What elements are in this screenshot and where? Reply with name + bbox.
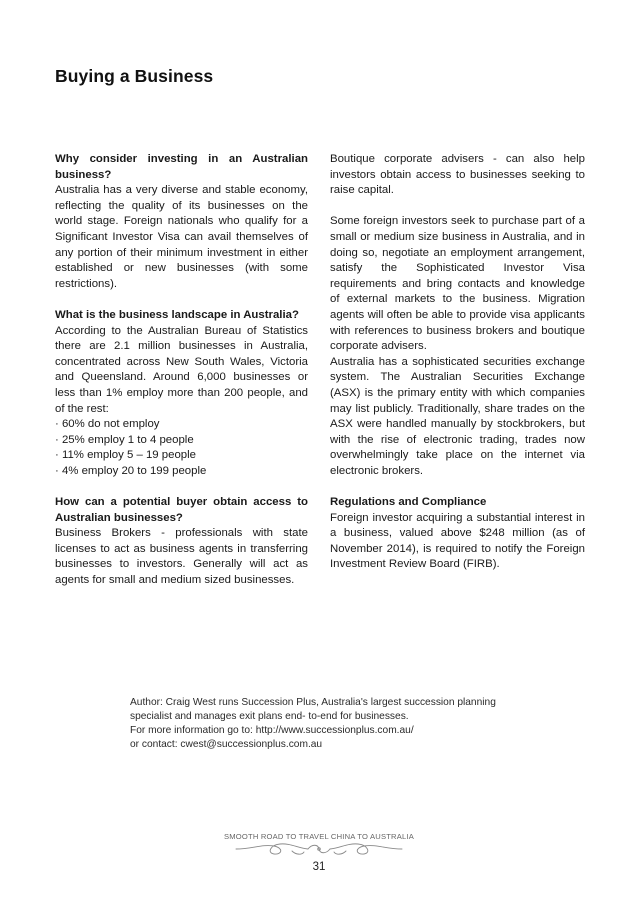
author-line: specialist and manages exit plans end- to-end for businesses.: [130, 711, 409, 722]
list-item: · 60% do not employ: [55, 418, 160, 431]
heading-business-landscape: What is the business landscape in Australia?: [55, 308, 299, 321]
left-column: [55, 152, 308, 589]
page-title: Buying a Business: [55, 66, 214, 86]
list-item: · 25% employ 1 to 4 people: [55, 433, 194, 446]
paragraph-boutique-advisers: Boutique corporate advisers - can also help investors obtain access to businesses seeking to raise capital.: [330, 153, 585, 197]
author-note: [130, 696, 530, 752]
footer-tagline: SMOOTH ROAD TO TRAVEL CHINA TO AUSTRALIA: [223, 832, 414, 841]
page-number: 31: [312, 861, 326, 873]
paragraph-firb: Foreign investor acquiring a substantial interest in a business, valued above $248 million (as of November 2014), is required to notify the Foreign Investment Review Board (FIRB).: [330, 511, 585, 571]
flourish-ornament-icon: [232, 840, 406, 858]
paragraph-partial-purchase: Some foreign investors seek to purchase part of a small or medium size business in Australia, and in doing so, negotiate an employment arrangement, satisfy the Sophisticated Investor Visa requirements and bring contacts and knowledge of external markets to the business. Migration agents will often be able to provide visa applicants with references to business brokers and boutique corporate advisers.: [330, 215, 585, 353]
paragraph-securities-exchange: Australia has a sophisticated securities exchange system. The Australian Securities Exchange (ASX) is the primary entity with which companies may list publicly. Traditionally, share trades on the ASX were handled manually by stockbrokers, but with the rise of electronic trading, trades now overwhelmingly take place on the internet via electronic brokers.: [330, 355, 585, 477]
employment-stats-list: [55, 417, 308, 479]
author-website-line: For more information go to: http://www.successionplus.com.au/: [130, 725, 414, 736]
paragraph-business-brokers: Business Brokers - professionals with state licenses to act as business agents in transferring businesses to investors. Generally will act as agents for small and medium sized businesses.: [55, 527, 308, 587]
author-line: Author: Craig West runs Succession Plus, Australia's largest succession planning: [130, 697, 496, 708]
author-contact-line: or contact: cwest@successionplus.com.au: [130, 739, 323, 750]
heading-regulations: Regulations and Compliance: [330, 496, 487, 509]
heading-why-invest: Why consider investing in an Australian business?: [55, 153, 308, 181]
paragraph-business-landscape: According to the Australian Bureau of Statistics there are 2.1 million businesses in Australia, concentrated across New South Wales, Victoria and Queensland. Around 6,000 businesses or less than 1% employ more than 200 people, and of the rest:: [55, 324, 308, 415]
list-item: · 4% employ 20 to 199 people: [55, 464, 207, 477]
list-item: · 11% employ 5 – 19 people: [55, 449, 196, 462]
heading-buyer-access: How can a potential buyer obtain access to Australian businesses?: [55, 496, 308, 524]
right-column: [330, 152, 585, 573]
paragraph-why-invest: Australia has a very diverse and stable economy, reflecting the quality of its businesses on the world stage. Foreign nationals who qualify for a Significant Investor Visa can avail themselves of any portion of their minimum investment in either established or new businesses (with some restrictions).: [55, 184, 308, 290]
